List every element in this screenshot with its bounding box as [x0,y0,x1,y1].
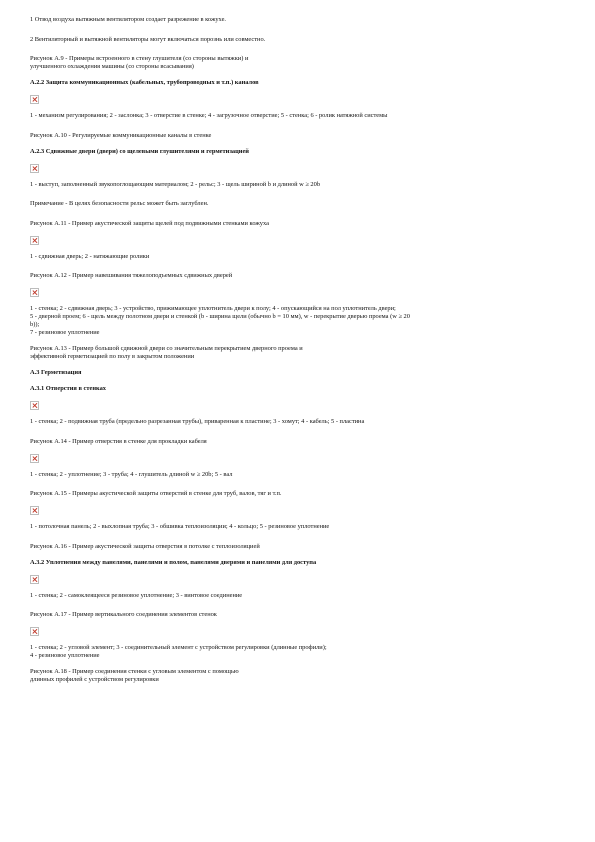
figure-caption-a18-line1: Рисунок А.18 - Пример соединения стенки с угловым элементом с помощью [30,668,239,675]
broken-image-icon [30,454,39,463]
legend-a13-line4: 7 - резиновое уплотнение [30,329,100,336]
document-page [30,16,570,684]
broken-image-icon [30,164,39,173]
broken-image-icon [30,401,39,410]
legend-a13-line1: 1 - стенка; 2 - сдвижная дверь; 3 - устройство, прижимающее уплотнитель двери к полу; 4 - опускающийся на пол уплотнитель двери; [30,305,396,312]
figure-caption-a17: Рисунок А.17 - Пример вертикального соединения элементов стенок [30,611,217,618]
broken-image-icon [30,95,39,104]
figure-caption-a18-line2: длинных профилей с устройством регулировки [30,676,159,683]
figure-caption-a13-line1: Рисунок А.13 - Пример большой сдвижной двери со значительным перекрытием дверного проема и [30,345,303,352]
section-heading-a3: А.3 Герметизация [30,369,82,376]
figure-caption-a9-line2: улучшенного охлаждения машины (со стороны всасывания) [30,63,194,70]
section-heading-a23: А.2.3 Сдвижные двери (двери) со щелевыми глушителями и герметизацией [30,147,249,155]
legend-a15: 1 - стенка; 2 - уплотнение; 3 - труба; 4 - глушитель длиной w ≥ 20b; 5 - вал [30,470,233,478]
figure-caption-a15: Рисунок А.15 - Примеры акустической защиты отверстий в стенке для труб, валов, тяг и т.п. [30,490,282,497]
legend-a11: 1 - выступ, заполненный звукопоглощающим материалом; 2 - рельс; 3 - щель шириной b и длиной w ≥ 20b [30,180,321,188]
legend-a12: 1 - сдвижная дверь; 2 - натяжающие ролики [30,252,150,260]
figure-caption-a16: Рисунок А.16 - Пример акустической защиты отверстия в потолке с теплоизоляцией [30,542,260,550]
broken-image-icon [30,627,39,636]
legend-a17: 1 - стенка; 2 - самоклеящееся резиновое уплотнение; 3 - винтовое соединение [30,591,243,599]
section-heading-a32: А.3.2 Уплотнения между панелями, панелями и полом, панелями дверями и панелями для доступа [30,558,317,566]
broken-image-icon [30,288,39,297]
legend-a10: 1 - механизм регулирования; 2 - заслонка; 3 - отверстие в стенке; 4 - загрузочное отверстие; 5 - стенка; 6 - ролик натяжной системы [30,112,388,119]
broken-image-icon [30,575,39,584]
note-2: 2 Вентиляторный и вытяжной вентиляторы могут включаться порознь или совместно. [30,35,266,43]
legend-a18-line2: 4 - резиновое уплотнение [30,652,100,659]
broken-image-icon [30,506,39,515]
figure-caption-a10: Рисунок А.10 - Регулируемые коммуникационные каналы в стенке [30,131,212,139]
legend-a13-line3: b)); [30,321,40,328]
section-heading-a31: А.3.1 Отверстия в стенках [30,385,106,392]
legend-a13-line2: 5 - дверной проем; 6 - щель между полотном двери и стенкой (b - ширина щели (обычно b = 10 мм), w - перекрытие дверью проема (w ≥ 20 [30,313,410,320]
section-heading-a22: А.2.2 Защита коммуникационных (кабельных, трубопроводных и т.п.) каналов [30,79,259,86]
legend-a14: 1 - стенка; 2 - подвижная труба (предельно разрезанная трубы), приваренная к пластине; 3 - хомут; 4 - кабель; 5 - пластина [30,418,365,425]
note-1: 1 Отвод воздуха вытяжным вентилятором создает разрежение в кожухе. [30,16,227,23]
figure-caption-a11: Рисунок А.11 - Пример акустической защиты щелей под подвижными стенками кожуха [30,219,269,227]
legend-a16: 1 - потолочная панель; 2 - выхлопная труба; 3 - обшивка теплоизоляции; 4 - кольцо; 5 - резиновое уплотнение [30,523,330,530]
figure-caption-a13-line2: эффективной герметизацией по полу в закрытом положении [30,353,195,360]
figure-caption-a14: Рисунок А.14 - Пример отверстия в стенке для прокладки кабеля [30,437,207,445]
note-safety: Примечание - В целях безопасности рельс может быть заглублен. [30,200,209,207]
legend-a18-line1: 1 - стенка; 2 - угловой элемент; 3 - соединительный элемент с устройством регулировки (длинные профили); [30,644,327,651]
figure-caption-a12: Рисунок А.12 - Пример навешивания тяжелоподъемных сдвижных дверей [30,272,233,279]
broken-image-icon [30,236,39,245]
figure-caption-a9-line1: Рисунок А.9 - Примеры встроенного в стену глушителя (со стороны вытяжки) и [30,55,249,62]
